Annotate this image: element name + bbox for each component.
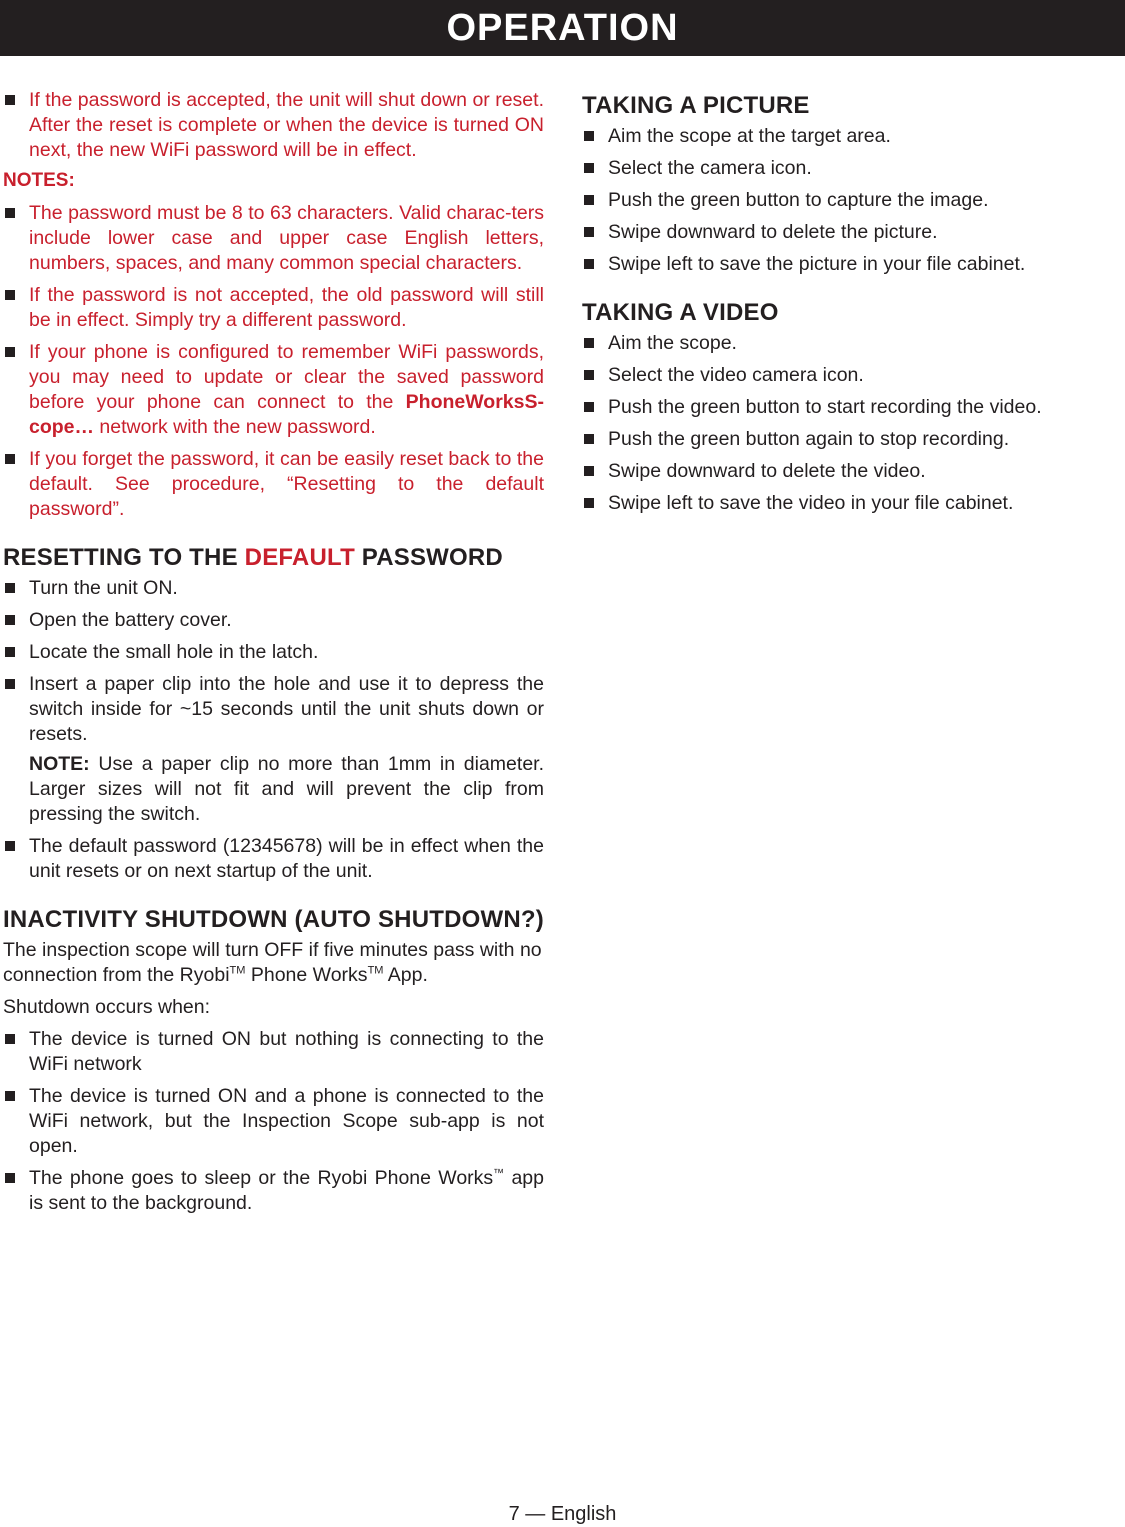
list-item: Swipe left to save the picture in your file cabinet. xyxy=(582,252,1082,277)
header-bar xyxy=(0,0,1125,56)
reset-heading-default: DEFAULT xyxy=(244,544,355,571)
list-item: Swipe downward to delete the picture. xyxy=(582,220,1082,245)
list-item: Locate the small hole in the latch. xyxy=(3,640,544,665)
reset-note-text: Use a paper clip no more than 1mm in diameter. Larger sizes will not fit and will prevent the clip from pressing the switch. xyxy=(29,753,544,825)
list-item: If the password is accepted, the unit will shut down or reset. After the reset is complete or when the device is turned ON next, the new WiFi password will be in effect. xyxy=(3,88,544,163)
trademark-mark: TM xyxy=(229,964,246,977)
page-title: OPERATION xyxy=(446,6,679,49)
list-item: The device is turned ON but nothing is connecting to the WiFi network xyxy=(3,1027,544,1077)
reset-heading-post: PASSWORD xyxy=(354,544,503,571)
trademark-mark: TM xyxy=(367,964,384,977)
video-list xyxy=(582,331,1082,516)
reset-heading xyxy=(3,544,544,572)
shutdown-label: Shutdown occurs when: xyxy=(3,996,211,1018)
list-item: The device is turned ON and a phone is connected to the WiFi network, but the Inspection Scope sub-app is not open. xyxy=(3,1084,544,1159)
list-item: Aim the scope. xyxy=(582,331,1082,356)
reset-note xyxy=(29,752,544,827)
shutdown-list xyxy=(3,1027,544,1216)
list-item: Swipe left to save the video in your file cabinet. xyxy=(582,491,1082,516)
right-column xyxy=(582,92,1082,523)
reset-list xyxy=(3,576,544,747)
reset-note-label: NOTE: xyxy=(29,753,90,775)
list-item: Select the camera icon. xyxy=(582,156,1082,181)
list-item: The default password (12345678) will be in effect when the unit resets or on next startup of the unit. xyxy=(3,834,544,884)
list-item: Push the green button to capture the image. xyxy=(582,188,1082,213)
shutdown-last-text-b: app is sent to the background. xyxy=(29,1167,544,1214)
inactivity-heading: INACTIVITY SHUTDOWN (AUTO SHUTDOWN?) xyxy=(3,906,544,933)
list-item: Aim the scope at the target area. xyxy=(582,124,1082,149)
picture-list xyxy=(582,124,1082,277)
list-item xyxy=(3,340,544,440)
list-item: Push the green button again to stop recording. xyxy=(582,427,1082,452)
reset-heading-pre: RESETTING TO THE xyxy=(3,544,245,571)
picture-heading: TAKING A PICTURE xyxy=(582,92,810,119)
list-item: Select the video camera icon. xyxy=(582,363,1082,388)
inactivity-paragraph xyxy=(3,938,544,988)
inactivity-text-b: Phone Works xyxy=(245,964,368,986)
page-footer: 7 — English xyxy=(508,1503,617,1525)
note-phone-text-end: network with the new password. xyxy=(94,416,376,438)
inactivity-text-c: App. xyxy=(383,964,428,986)
video-heading: TAKING A VIDEO xyxy=(582,299,779,326)
password-list xyxy=(3,88,544,163)
trademark-mark: ™ xyxy=(493,1167,505,1180)
note-phone-text: If your phone is configured to remember WiFi passwords, you may need to update or clear the saved password before your phone can connect to the xyxy=(29,341,544,413)
list-item xyxy=(3,1166,544,1216)
notes-list xyxy=(3,201,544,522)
list-item: If the password is not accepted, the old password will still be in effect. Simply try a different password. xyxy=(3,283,544,333)
list-item: Push the green button to start recording the video. xyxy=(582,395,1082,420)
list-item: The password must be 8 to 63 characters. Valid charac-ters include lower case and upper case English letters, numbers, spaces, and many common special characters. xyxy=(3,201,544,276)
list-item: Open the battery cover. xyxy=(3,608,544,633)
left-column xyxy=(3,88,544,1223)
shutdown-last-text-a: The phone goes to sleep or the Ryobi Phone Works xyxy=(29,1167,494,1189)
list-item: Insert a paper clip into the hole and use it to depress the switch inside for ~15 seconds until the unit shuts down or resets. xyxy=(3,672,544,747)
list-item: Swipe downward to delete the video. xyxy=(582,459,1082,484)
list-item: Turn the unit ON. xyxy=(3,576,544,601)
notes-label: NOTES: xyxy=(3,170,75,191)
list-item: If you forget the password, it can be easily reset back to the default. See procedure, “Resetting to the default password”. xyxy=(3,447,544,522)
network-name: PhoneWorksS-cope… xyxy=(29,391,544,438)
inactivity-text-a: The inspection scope will turn OFF if five minutes pass with no connection from the Ryobi xyxy=(3,939,542,986)
reset-final-list xyxy=(3,834,544,884)
